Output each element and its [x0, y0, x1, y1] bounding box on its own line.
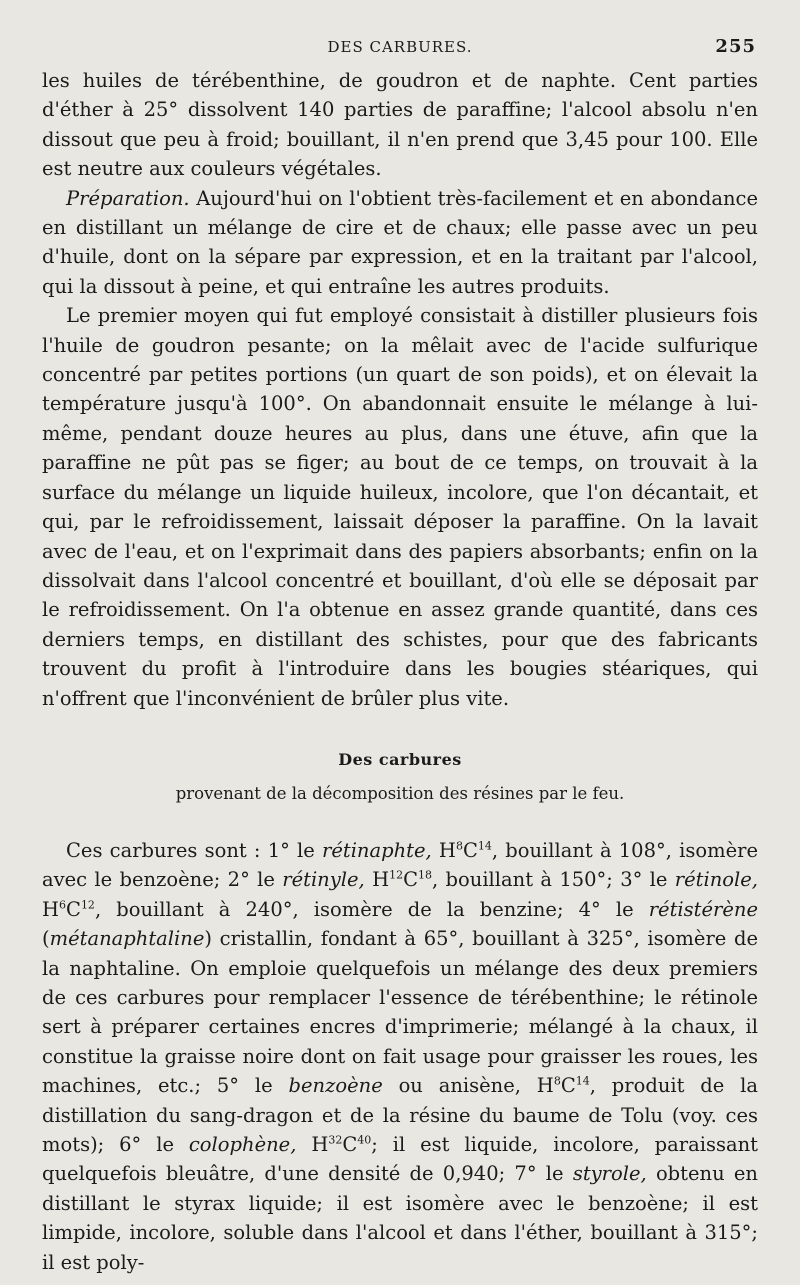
- term-styrole: styrole,: [572, 1162, 647, 1186]
- formula-subscript: 14: [575, 1074, 590, 1088]
- formula-part: H: [42, 897, 60, 921]
- formula-subscript: 8: [553, 1074, 561, 1088]
- formula-part: C: [403, 868, 419, 892]
- text-run: ) cristallin, fondant à 65°, bouillant à 325°, isomère de la naphtaline. On emploie quelquefois un mélange des deux premiers de ces carbures pour remplacer l'essence de térébenthine; le rétinole sert à préparer certaines encres d'imprimerie; mélangé à la chaux, il constitue la graisse noire dont on fait usage pour graisser les roues, les machines, etc.; 5° le: [42, 927, 758, 1098]
- formula-subscript: 6: [59, 898, 67, 912]
- paragraph-solubility: les huiles de térébenthine, de goudron et de naphte. Cent parties d'éther à 25° dissolvent 140 parties de paraffine; l'alcool absolu n'en dissout que peu à froid; bouillant, il n'en prend que 3,45 pour 100. Elle est neutre aux couleurs végétales.: [42, 69, 758, 181]
- text-run: Ces carbures sont : 1° le: [66, 839, 322, 862]
- text-run: obtenu en distillant le styrax liquide; il est isomère avec le benzoène; il est limpide, incolore, soluble dans l'alcool et dans l'éther, bouillant à 315°; il est poly-: [42, 1162, 758, 1274]
- paragraph-carbures: [42, 836, 758, 1277]
- term-colophene: colophène,: [188, 1133, 297, 1157]
- formula-subscript: 14: [477, 839, 492, 853]
- paragraph-preparation: [42, 184, 758, 302]
- formula-part: C: [66, 897, 81, 921]
- text-run: , bouillant à 108°, isomère avec le benzoène; 2° le: [42, 839, 758, 892]
- running-head: [40, 38, 760, 60]
- formula-part: H: [296, 1133, 329, 1157]
- formula-subscript: 12: [389, 868, 404, 882]
- page-number: 255: [715, 36, 756, 57]
- text-run: , bouillant à 150°; 3° le: [432, 868, 675, 892]
- formula-subscript: 40: [357, 1133, 372, 1147]
- text-run: , produit de la distillation du sang-dragon et de la résine du baume de Tolu (voy. ces mots); 6° le: [42, 1074, 759, 1157]
- text-run: ; il est liquide, incolore, paraissant quelquefois bleuâtre, d'une densité de 0,940; 7° le: [42, 1133, 758, 1186]
- preparation-text: Aujourd'hui on l'obtient très-facilement et en abondance en distillant un mélange de cire et de chaux; elle passe avec un peu d'huile, dont on la sépare par expression, et en la traitant par l'alcool, qui la dissout à peine, et qui entraîne les autres produits.: [42, 186, 758, 298]
- term-benzoene: benzoène: [288, 1074, 383, 1098]
- formula-part: H: [364, 868, 390, 892]
- text-block-carbures: [42, 836, 758, 1277]
- paragraph-first-method: Le premier moyen qui fut employé consistait à distiller plusieurs fois l'huile de goudron pesante; on la mêlait avec de l'acide sulfurique concentré par petites portions (un quart de son poids), et on élevait la température jusqu'à 100°. On abandonnait ensuite le mélange à lui-même, pendant douze heures au plus, dans une étuve, afin que la paraffine ne pût pas se figer; au bout de ce temps, on trouvait à la surface du mélange un liquide huileux, incolore, que l'on décantait, et qui, par le refroidissement, laissait déposer la paraffine. On la lavait avec de l'eau, et on l'exprimait dans des papiers absorbants; enfin on la dissolvait dans l'alcool concentré et bouillant, d'où elle se déposait par le refroidissement. On l'a obtenue en assez grande quantité, dans ces derniers temps, en distillant des schistes, pour que des fabricants trouvent du profit à l'introduire dans les bougies stéariques, qui n'offrent que l'inconvénient de brûler plus vite.: [42, 304, 758, 710]
- running-head-title: DES CARBURES.: [327, 38, 473, 56]
- preparation-label: Préparation.: [66, 186, 190, 210]
- text-run: ou anisène, H: [382, 1074, 554, 1098]
- text-block-paraffine: [42, 66, 758, 713]
- term-metanaphtaline: métanaphtaline: [49, 927, 205, 951]
- formula-subscript: 18: [418, 868, 433, 882]
- formula-part: H: [431, 839, 456, 862]
- section-subtitle: provenant de la décomposition des résines par le feu.: [175, 784, 625, 803]
- formula-part: C: [342, 1133, 358, 1157]
- formula-subscript: 12: [80, 898, 95, 912]
- section-title: Des carbures: [338, 750, 462, 769]
- formula-subscript: 32: [328, 1133, 343, 1147]
- term-retinyle: rétinyle,: [282, 868, 365, 892]
- term-retisterene: rétistérène: [648, 897, 758, 921]
- text-run: , bouillant à 240°, isomère de la benzine; 4° le: [94, 897, 649, 921]
- text-run: (: [42, 927, 50, 951]
- formula-subscript: 8: [455, 839, 463, 853]
- term-retinaphte: rétinaphte,: [322, 839, 432, 862]
- formula-part: C: [462, 839, 478, 862]
- term-retinole: rétinole,: [674, 868, 758, 892]
- formula-part: C: [560, 1074, 576, 1098]
